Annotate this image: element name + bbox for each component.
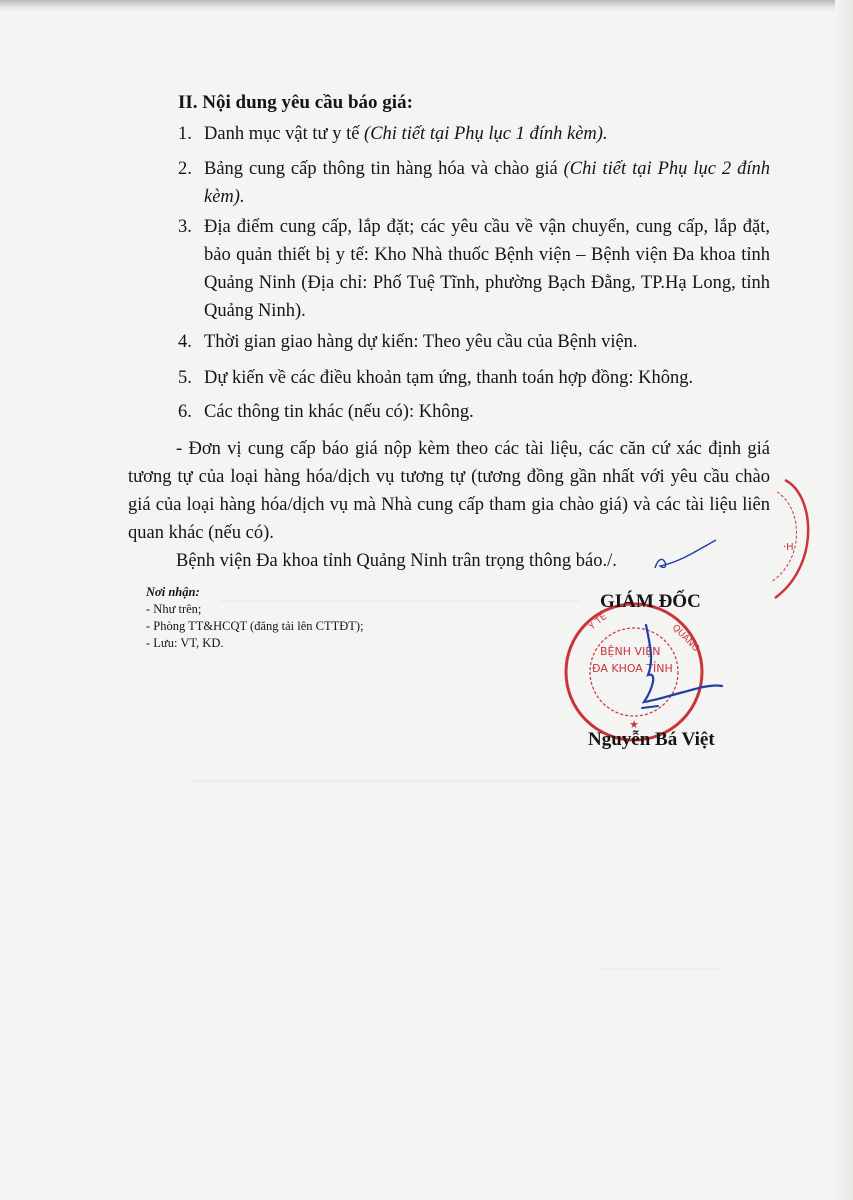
- attachment-note: - Đơn vị cung cấp báo giá nộp kèm theo các tài liệu, các căn cứ xác định giá tương tự của loại hàng hóa/dịch vụ tương tự (tương đồng gần nhất với yêu cầu chào giá của loại hàng hóa/dịch vụ mà Nhà cung cấp tham gia chào giá) và các tài liệu liên quan khác (nếu có).: [128, 438, 770, 543]
- item-number: 3.: [178, 217, 192, 237]
- scan-right-edge: [835, 0, 853, 1200]
- list-item: [178, 155, 770, 211]
- svg-text:★: ★: [629, 719, 639, 731]
- recipients-block: [146, 584, 364, 652]
- item-number: 6.: [178, 402, 192, 422]
- item-text: Địa điểm cung cấp, lắp đặt; các yêu cầu về vận chuyển, cung cấp, lắp đặt, bảo quản thiết bị y tế: Kho Nhà thuốc Bệnh viện – Bệnh viện Đa khoa tỉnh Quảng Ninh (Địa chỉ: Phố Tuệ Tĩnh, phường Bạch Đằng, TP.Hạ Long, tỉnh Quảng Ninh).: [204, 217, 770, 321]
- item-number: 2.: [178, 159, 192, 179]
- item-text: Thời gian giao hàng dự kiến: Theo yêu cầu của Bệnh viện.: [204, 332, 638, 352]
- list-item: [178, 364, 770, 392]
- svg-text:·H: ·H: [783, 542, 794, 553]
- svg-text:Y TẾ: Y TẾ: [587, 612, 609, 633]
- seal-text-line-2: ĐA KHOA TỈNH: [592, 662, 673, 675]
- recipient-line: - Phòng TT&HCQT (đăng tải lên CTTĐT);: [146, 619, 364, 633]
- item-number: 5.: [178, 368, 192, 388]
- recipients-label: Nơi nhận:: [146, 585, 200, 599]
- seal-text-line-1: BỆNH VIỆN: [600, 645, 661, 658]
- list-item: [178, 328, 770, 356]
- item-number: 4.: [178, 332, 192, 352]
- item-text: Dự kiến về các điều khoản tạm ứng, thanh toán hợp đồng: Không.: [204, 368, 694, 388]
- item-text: Danh mục vật tư y tế: [204, 124, 365, 144]
- list-item: [178, 120, 770, 148]
- recipient-line: - Lưu: VT, KD.: [146, 636, 224, 650]
- list-item: [178, 398, 770, 426]
- signer-name: Nguyễn Bá Việt: [588, 729, 715, 750]
- closing-line: Bệnh viện Đa khoa tỉnh Quảng Ninh trân trọng thông báo./.: [176, 551, 617, 571]
- svg-text:QUẢNG: QUẢNG: [669, 623, 701, 654]
- handwritten-signature-icon: [628, 620, 728, 715]
- director-title: GIÁM ĐỐC: [600, 591, 701, 612]
- item-number: 1.: [178, 124, 192, 144]
- item-text: Các thông tin khác (nếu có): Không.: [204, 402, 474, 422]
- list-item: [178, 213, 770, 325]
- scan-top-edge: [0, 0, 853, 12]
- partial-seal-edge-icon: [765, 470, 825, 610]
- item-italic-text: (Chi tiết tại Phụ lục 2 đính kèm).: [204, 159, 771, 207]
- recipient-line: - Như trên;: [146, 602, 202, 616]
- item-italic-text: (Chi tiết tại Phụ lục 1 đính kèm).: [364, 124, 608, 144]
- section-title: II. Nội dung yêu cầu báo giá:: [178, 92, 413, 113]
- item-text: Bảng cung cấp thông tin hàng hóa và chào giá: [204, 159, 564, 179]
- initial-mark-icon: [650, 536, 720, 576]
